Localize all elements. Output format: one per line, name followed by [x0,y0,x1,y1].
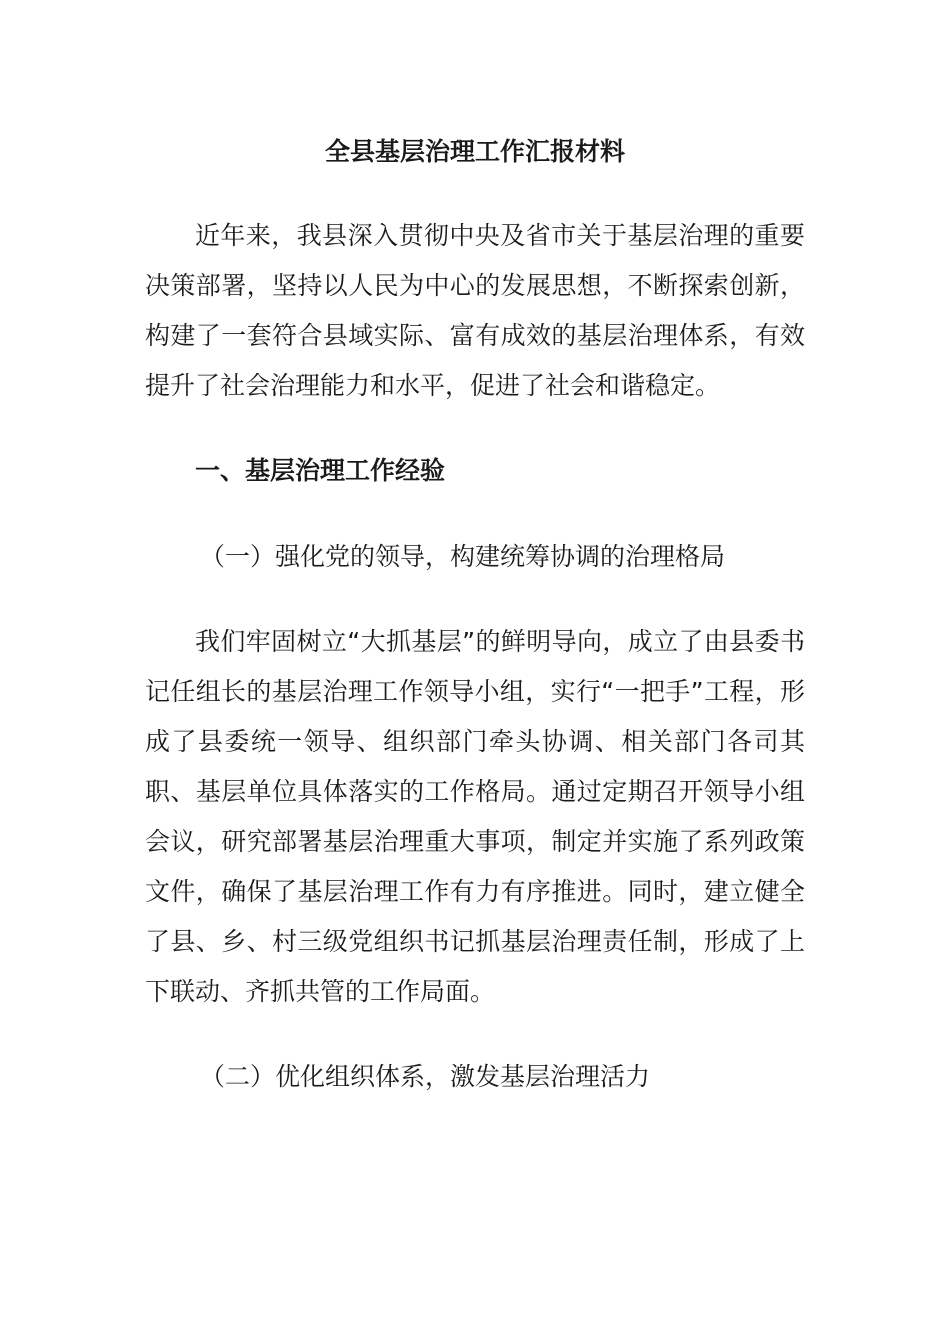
intro-paragraph: 近年来，我县深入贯彻中央及省市关于基层治理的重要决策部署，坚持以人民为中心的发展思想，不断探索创新，构建了一套符合县域实际、富有成效的基层治理体系，有效提升了社会治理能力和水平，促进了社会和谐稳定。 [145,221,805,400]
section-heading-1: 一、基层治理工作经验 [195,456,446,485]
subsection-heading-1: （一）强化党的领导，构建统筹协调的治理格局 [200,542,726,571]
subsection-1-paragraph: 我们牢固树立“大抓基层”的鲜明导向，成立了由县委书记任组长的基层治理工作领导小组，实行“一把手”工程，形成了县委统一领导、组织部门牵头协调、相关部门各司其职、基层单位具体落实的工作格局。通过定期召开领导小组会议，研究部署基层治理重大事项，制定并实施了系列政策文件，确保了基层治理工作有力有序推进。同时，建立健全了县、乡、村三级党组织书记抓基层治理责任制，形成了上下联动、齐抓共管的工作局面。 [145,627,805,1006]
document-title: 全县基层治理工作汇报材料 [324,137,625,166]
subsection-heading-2: （二）优化组织体系，激发基层治理活力 [200,1062,651,1091]
